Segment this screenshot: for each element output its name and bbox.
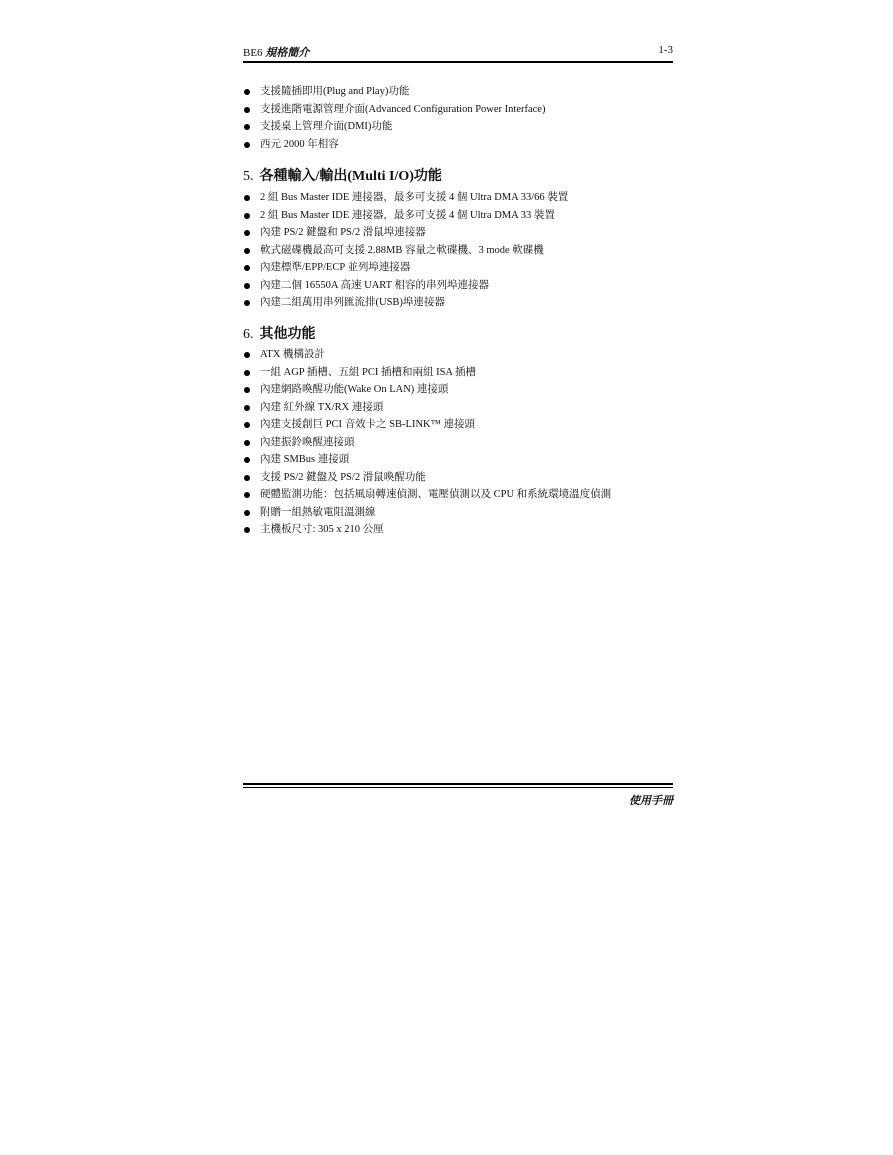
- feature-list-other: [243, 346, 673, 539]
- bullet-icon: [244, 142, 250, 148]
- bullet-icon: [244, 283, 250, 289]
- list-item-text: 內建支援創巨 PCI 音效卡之 SB-LINK™ 連接頭: [260, 419, 476, 430]
- list-item: [243, 136, 673, 154]
- list-item: [243, 277, 673, 295]
- page-header: [243, 44, 673, 60]
- list-item-text: 西元 2000 年相容: [260, 138, 339, 150]
- bullet-icon: [244, 370, 250, 376]
- section-heading-multi-io: [243, 165, 442, 185]
- list-item: [243, 83, 673, 101]
- list-item: [243, 189, 673, 207]
- list-item: [243, 207, 673, 225]
- section-heading-other: [243, 323, 316, 343]
- list-item-text: 內建二組萬用串列匯流排(USB)埠連接器: [260, 297, 445, 308]
- list-item: [243, 364, 673, 382]
- page-number: 1-3: [658, 44, 673, 56]
- list-item-text: 一組 AGP 插槽、五組 PCI 插槽和兩組 ISA 插槽: [260, 366, 477, 378]
- bullet-icon: [244, 405, 250, 411]
- bullet-icon: [244, 124, 250, 130]
- list-item-text: 內建 紅外線 TX/RX 連接頭: [260, 401, 384, 413]
- list-item-text: 硬體監測功能：包括風扇轉速偵測、電壓偵測以及 CPU 和系統環境溫度偵測: [260, 489, 612, 500]
- manual-page: [243, 0, 673, 1155]
- list-item: [243, 381, 673, 399]
- bullet-icon: [244, 195, 250, 201]
- list-item: [243, 118, 673, 136]
- bullet-icon: [244, 230, 250, 236]
- list-item: [243, 469, 673, 487]
- list-item: [243, 242, 673, 260]
- footer-label: 使用手冊: [629, 794, 673, 807]
- section-number: 5.: [243, 169, 254, 184]
- list-item-text: 支援隨插即用(Plug and Play)功能: [260, 86, 410, 97]
- list-item-text: 2 組 Bus Master IDE 連接器，最多可支援 4 個 Ultra DMA 33 裝置: [260, 209, 555, 221]
- list-item-text: 軟式磁碟機最高可支援 2.88MB 容量之軟碟機、3 mode 軟碟機: [260, 244, 544, 256]
- list-item-text: 內建 SMBus 連接頭: [260, 454, 350, 465]
- section-title: 其他功能: [259, 327, 316, 342]
- bullet-icon: [244, 510, 250, 516]
- bullet-icon: [244, 387, 250, 393]
- list-item: [243, 399, 673, 417]
- list-item-text: ATX 機構設計: [260, 349, 326, 360]
- list-item-text: 附贈一組熱敏電阻溫測線: [260, 506, 376, 518]
- bullet-icon: [244, 475, 250, 481]
- bullet-icon: [244, 300, 250, 306]
- footer-rule-thick: [243, 783, 673, 785]
- feature-list-multi-io: [243, 189, 673, 312]
- list-item: [243, 451, 673, 469]
- bullet-icon: [244, 213, 250, 219]
- footer-rule-thin: [243, 787, 673, 788]
- list-item: [243, 416, 673, 434]
- list-item-text: 內建振鈴喚醒連接頭: [260, 436, 355, 448]
- list-item-text: 內建二個 16550A 高速 UART 相容的串列埠連接器: [260, 279, 490, 291]
- section-title: 各種輸入/輸出(Multi I/O)功能: [259, 169, 442, 184]
- list-item-text: 支援進階電源管理介面(Advanced Configuration Power Interface): [260, 103, 546, 115]
- bullet-icon: [244, 527, 250, 533]
- list-item-text: 2 組 Bus Master IDE 連接器，最多可支援 4 個 Ultra DMA 33/66 裝置: [260, 192, 569, 203]
- list-item: [243, 486, 673, 504]
- list-item: [243, 101, 673, 119]
- header-rule: [243, 61, 673, 63]
- list-item: [243, 504, 673, 522]
- bullet-icon: [244, 248, 250, 254]
- list-item: [243, 434, 673, 452]
- header-doc: BE6: [243, 47, 263, 59]
- list-item-text: 支援桌上管理介面(DMI)功能: [260, 121, 393, 132]
- header-chapter: 規格簡介: [265, 47, 310, 59]
- bullet-icon: [244, 107, 250, 113]
- bullet-icon: [244, 457, 250, 463]
- bullet-icon: [244, 422, 250, 428]
- list-item-text: 內建標準/EPP/ECP 並列埠連接器: [260, 262, 411, 273]
- list-item: [243, 224, 673, 242]
- bullet-icon: [244, 492, 250, 498]
- feature-list-power: [243, 83, 673, 153]
- list-item-text: 主機板尺寸: 305 x 210 公厘: [260, 524, 384, 535]
- bullet-icon: [244, 265, 250, 271]
- list-item-text: 支援 PS/2 鍵盤及 PS/2 滑鼠喚醒功能: [260, 471, 426, 483]
- list-item: [243, 521, 673, 539]
- header-title: [243, 44, 309, 60]
- bullet-icon: [244, 440, 250, 446]
- list-item: [243, 294, 673, 312]
- list-item: [243, 346, 673, 364]
- list-item: [243, 259, 673, 277]
- section-number: 6.: [243, 327, 254, 342]
- bullet-icon: [244, 352, 250, 358]
- list-item-text: 內建 PS/2 鍵盤和 PS/2 滑鼠埠連接器: [260, 227, 426, 238]
- bullet-icon: [244, 89, 250, 95]
- list-item-text: 內建網路喚醒功能(Wake On LAN) 連接頭: [260, 384, 449, 395]
